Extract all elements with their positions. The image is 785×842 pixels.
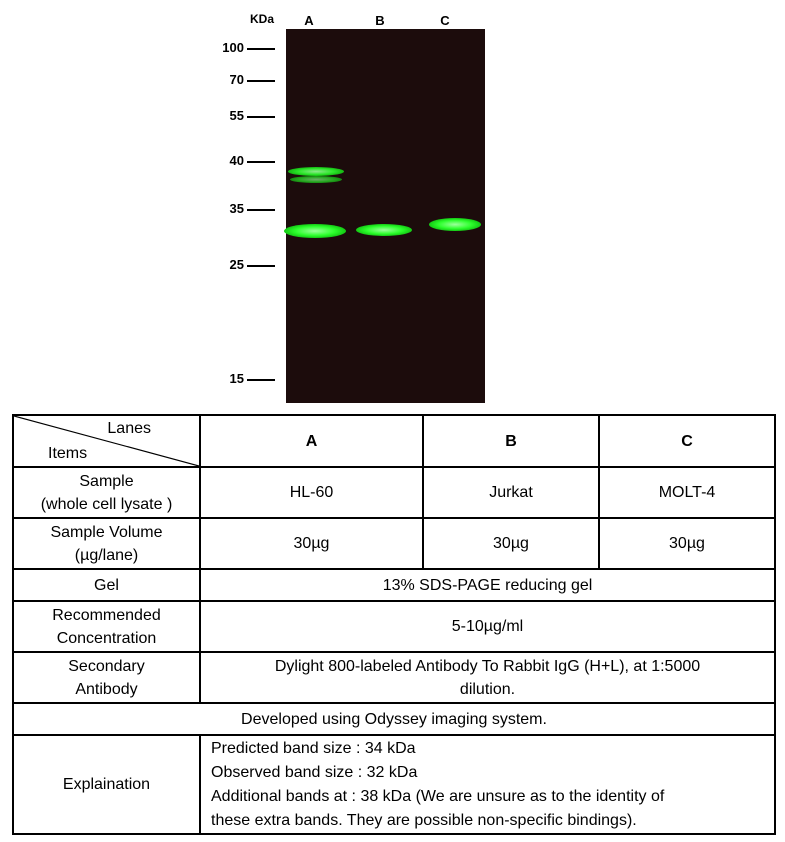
secondary-value-cell xyxy=(200,652,775,703)
lane-label-b: B xyxy=(375,13,385,28)
marker-70 xyxy=(205,73,275,87)
explanation-line2: Observed band size : 32 kDa xyxy=(211,763,418,781)
lane-label-c: C xyxy=(440,13,450,28)
sample-c: MOLT-4 xyxy=(599,467,775,518)
band-lane-b-32kda xyxy=(356,224,412,236)
marker-55 xyxy=(205,109,275,123)
marker-100 xyxy=(205,41,275,55)
marker-label: 55 xyxy=(229,108,244,123)
header-items-label: Items xyxy=(48,445,88,462)
marker-35 xyxy=(205,202,275,216)
experiment-info-table xyxy=(12,414,776,835)
table-row-developed xyxy=(13,703,775,735)
sample-label-line2: (whole cell lysate ) xyxy=(40,495,173,513)
volume-label-line1: Sample Volume xyxy=(50,523,163,541)
sample-b: Jurkat xyxy=(423,467,599,518)
blot-membrane xyxy=(286,29,485,403)
marker-label: 25 xyxy=(229,257,244,272)
developed-note: Developed using Odyssey imaging system. xyxy=(13,703,775,735)
marker-label: 15 xyxy=(229,371,244,386)
explanation-label: Explaination xyxy=(13,735,200,834)
secondary-value-line1: Dylight 800-labeled Antibody To Rabbit IgG (H+L), at 1:5000 xyxy=(274,657,701,675)
table-row-sample xyxy=(13,467,775,518)
concentration-value: 5-10µg/ml xyxy=(200,601,775,652)
volume-label-line2: (µg/lane) xyxy=(74,546,139,564)
sample-label-cell xyxy=(13,467,200,518)
explanation-line3: Additional bands at : 38 kDa (We are unsure as to the identity of xyxy=(211,787,665,805)
header-lanes-label: Lanes xyxy=(107,420,151,437)
secondary-label-line1: Secondary xyxy=(68,657,145,675)
header-col-b: B xyxy=(423,415,599,467)
marker-label: 100 xyxy=(222,40,244,55)
lane-label-a: A xyxy=(304,13,314,28)
concentration-label-cell xyxy=(13,601,200,652)
sample-label-line1: Sample xyxy=(79,472,134,490)
marker-tick xyxy=(247,379,275,381)
marker-label: 70 xyxy=(229,72,244,87)
marker-40 xyxy=(205,154,275,168)
explanation-value-cell xyxy=(200,735,775,834)
concentration-label-line2: Concentration xyxy=(56,629,157,647)
explanation-line4: these extra bands. They are possible non-specific bindings). xyxy=(211,811,637,829)
band-lane-a-38kda-upper xyxy=(288,167,344,176)
header-diagonal-cell xyxy=(13,415,200,467)
table-row-explanation xyxy=(13,735,775,834)
table-row-volume xyxy=(13,518,775,569)
header-col-c: C xyxy=(599,415,775,467)
table-row-header xyxy=(13,415,775,467)
marker-tick xyxy=(247,80,275,82)
kda-unit-label: KDa xyxy=(250,12,275,26)
explanation-line1: Predicted band size : 34 kDa xyxy=(211,739,416,757)
marker-tick xyxy=(247,265,275,267)
concentration-label-line1: Recommended xyxy=(52,606,161,624)
marker-tick xyxy=(247,161,275,163)
marker-15 xyxy=(205,372,275,386)
volume-a: 30µg xyxy=(200,518,423,569)
sample-a: HL-60 xyxy=(200,467,423,518)
gel-value: 13% SDS-PAGE reducing gel xyxy=(200,569,775,601)
secondary-value-line2: dilution. xyxy=(459,680,516,698)
marker-tick xyxy=(247,48,275,50)
marker-label: 40 xyxy=(229,153,244,168)
marker-tick xyxy=(247,209,275,211)
gel-label: Gel xyxy=(13,569,200,601)
marker-25 xyxy=(205,258,275,272)
volume-label-cell xyxy=(13,518,200,569)
secondary-label-line2: Antibody xyxy=(75,680,138,698)
band-lane-a-32kda xyxy=(284,224,346,238)
table-row-gel xyxy=(13,569,775,601)
band-lane-c-32kda xyxy=(429,218,481,231)
volume-c: 30µg xyxy=(599,518,775,569)
secondary-label-cell xyxy=(13,652,200,703)
marker-label: 35 xyxy=(229,201,244,216)
band-lane-a-38kda-lower xyxy=(290,176,342,183)
volume-b: 30µg xyxy=(423,518,599,569)
marker-tick xyxy=(247,116,275,118)
table-row-secondary-antibody xyxy=(13,652,775,703)
header-col-a: A xyxy=(200,415,423,467)
table-row-concentration xyxy=(13,601,775,652)
